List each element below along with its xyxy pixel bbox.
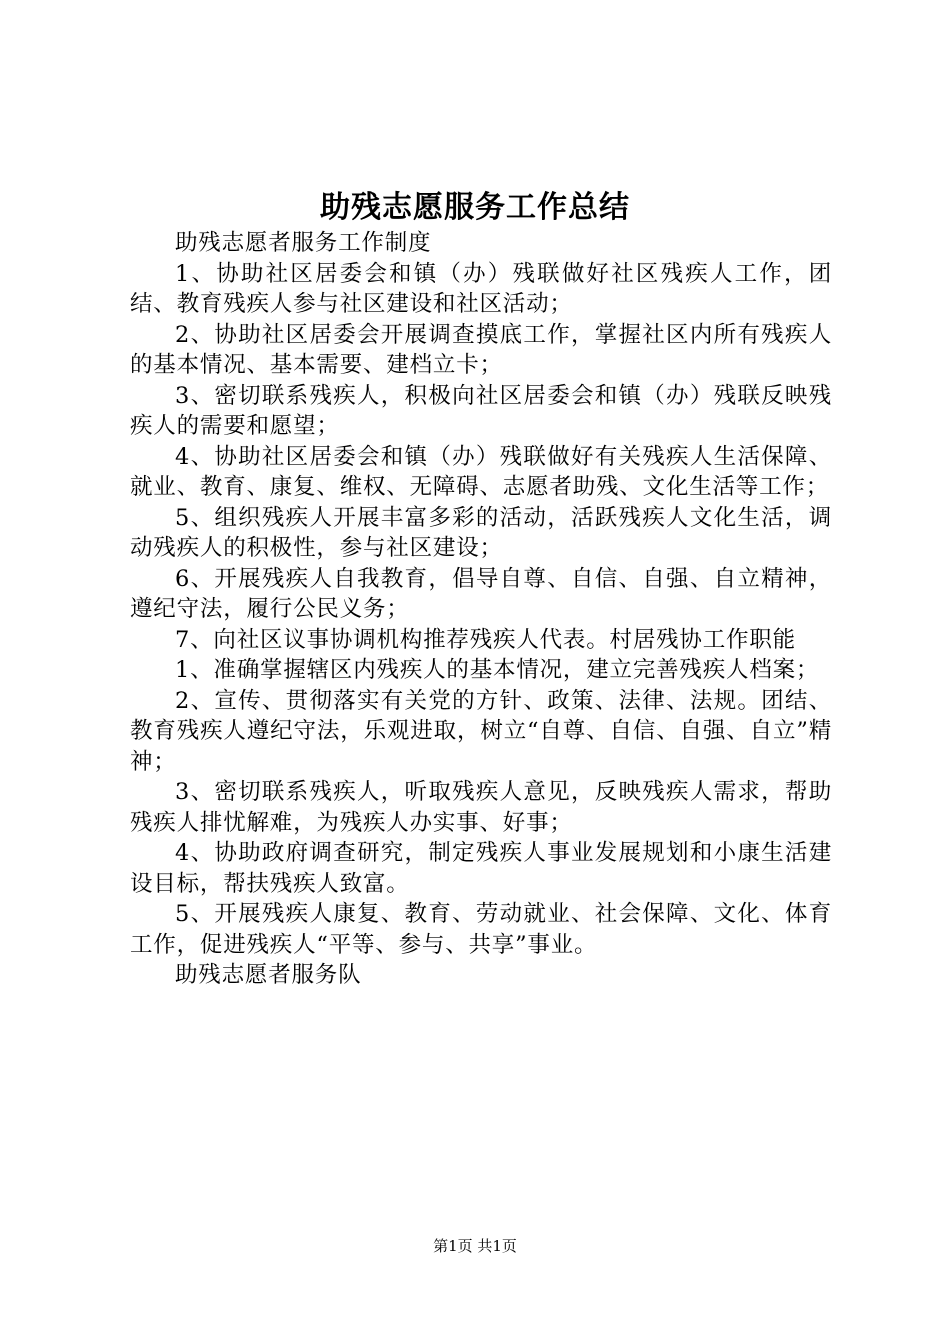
paragraph-heading-system: 助残志愿者服务工作制度 — [175, 230, 432, 256]
paragraph-item: 1、准确掌握辖区内残疾人的基本情况，建立完善残疾人档案； — [175, 657, 820, 683]
page-footer: 第1页 共1页 — [433, 1237, 517, 1255]
paragraph-signature: 助残志愿者服务队 — [175, 962, 362, 988]
paragraph-item: 5、开展残疾人康复、教育、劳动就业、社会保障、文化、体育工作，促进残疾人“平等、参与、共享”事业。 — [130, 901, 832, 958]
paragraph-item: 2、协助社区居委会开展调查摸底工作，掌握社区内所有残疾人的基本情况、基本需要、建档立卡； — [130, 321, 832, 378]
paragraph-item: 5、组织残疾人开展丰富多彩的活动，活跃残疾人文化生活，调动残疾人的积极性，参与社区建设； — [130, 504, 832, 561]
paragraph-item: 1、协助社区居委会和镇（办）残联做好社区残疾人工作，团结、教育残疾人参与社区建设和社区活动； — [130, 260, 832, 317]
paragraph-item: 4、协助社区居委会和镇（办）残联做好有关残疾人生活保障、就业、教育、康复、维权、无障碍、志愿者助残、文化生活等工作； — [130, 443, 832, 500]
document-title: 助残志愿服务工作总结 — [320, 190, 630, 225]
paragraph-item: 6、开展残疾人自我教育，倡导自尊、自信、自强、自立精神，遵纪守法，履行公民义务； — [130, 565, 832, 622]
paragraph-item: 7、向社区议事协调机构推荐残疾人代表。村居残协工作职能 — [175, 626, 796, 653]
paragraph-item: 3、密切联系残疾人，听取残疾人意见，反映残疾人需求，帮助残疾人排忧解难，为残疾人办实事、好事； — [130, 779, 832, 836]
paragraph-item: 2、宣传、贯彻落实有关党的方针、政策、法律、法规。团结、教育残疾人遵纪守法，乐观进取，树立“自尊、自信、自强、自立”精神； — [130, 687, 832, 775]
paragraph-item: 3、密切联系残疾人，积极向社区居委会和镇（办）残联反映残疾人的需要和愿望； — [130, 382, 832, 439]
paragraph-item: 4、协助政府调查研究，制定残疾人事业发展规划和小康生活建设目标，帮扶残疾人致富。 — [130, 840, 832, 897]
document-body — [130, 228, 832, 991]
